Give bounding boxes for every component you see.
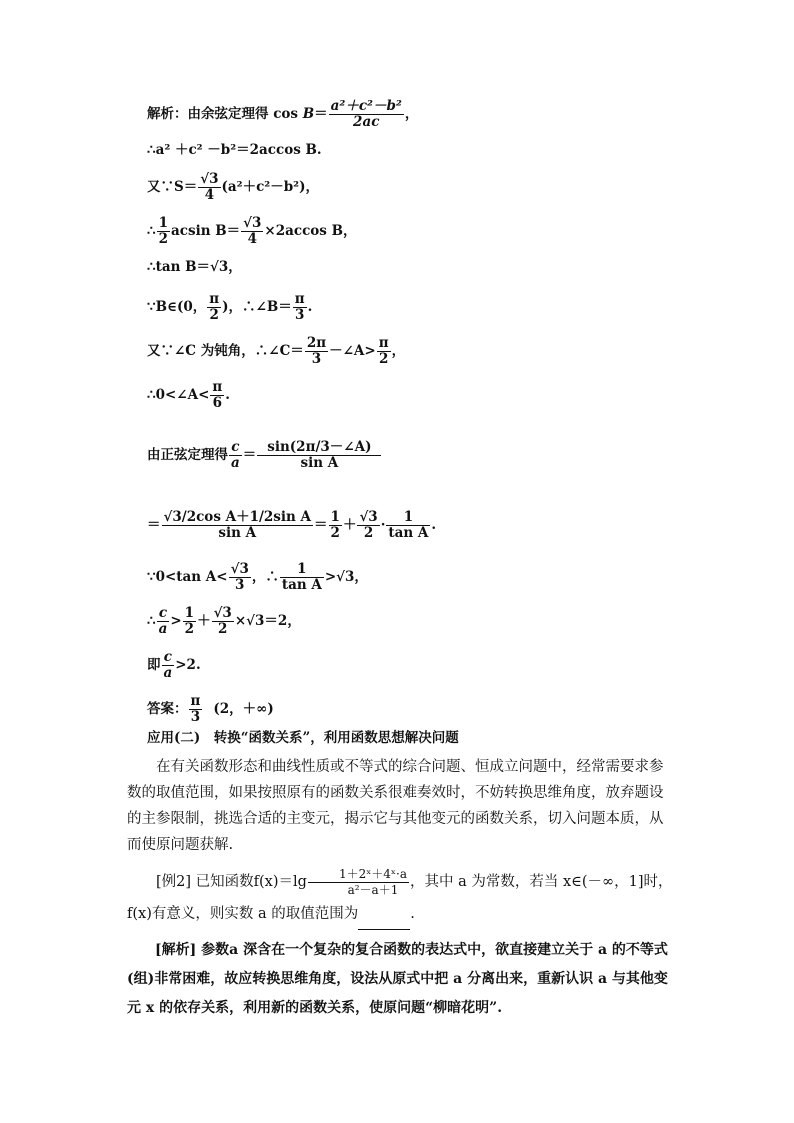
section-heading: 应用(二) 转换“函数关系”，利用函数思想解决问题 <box>147 730 459 746</box>
numerator: c <box>162 650 175 666</box>
denominator: 3 <box>235 577 245 593</box>
text: > <box>170 613 182 629</box>
fraction <box>377 336 391 367</box>
text: ＋ <box>197 613 211 629</box>
solution-line-11 <box>147 562 368 593</box>
denominator: 2 <box>184 621 195 637</box>
fraction <box>329 99 404 130</box>
solution-line-7 <box>147 336 405 367</box>
analysis <box>127 936 675 1023</box>
text: B <box>302 106 315 122</box>
fraction <box>157 216 170 247</box>
fraction <box>280 562 324 593</box>
text: ∴tan B＝√3， <box>147 259 242 275</box>
numerator: 1 <box>386 510 430 526</box>
solution-line-12 <box>147 606 301 637</box>
solution-line-4 <box>147 216 357 247</box>
example-2 <box>127 866 675 930</box>
fraction <box>212 606 234 637</box>
numerator: π <box>212 379 223 395</box>
fraction <box>308 867 409 898</box>
denominator: 3 <box>190 709 201 725</box>
fraction <box>162 650 175 681</box>
denominator: a²－a＋1 <box>347 882 399 897</box>
text: ＝ <box>314 517 328 533</box>
text: 又∵∠C 为钝角，∴∠C＝ <box>147 343 304 359</box>
text: 由正弦定理得 <box>147 447 228 463</box>
numerator: c <box>229 440 242 456</box>
answer-value: (2，＋∞) <box>213 701 274 717</box>
text: ∴a² ＋c² －b²＝2accos B. <box>147 142 322 158</box>
numerator: 1＋2ˣ＋4ˣ·a <box>308 867 409 883</box>
denominator: 6 <box>212 395 223 411</box>
numerator: 1 <box>330 509 340 525</box>
text: －∠A> <box>329 343 376 359</box>
fraction <box>210 380 224 411</box>
denominator: sin A <box>218 525 257 541</box>
fraction <box>257 440 381 471</box>
text: 解析：由余弦定理得 cos <box>147 106 303 122</box>
numerator: π <box>294 291 305 307</box>
text: . <box>307 299 313 315</box>
denominator: 4 <box>204 187 215 203</box>
text: ＝ <box>147 517 161 533</box>
denominator: a <box>163 665 173 681</box>
example-text-1: 已知函数f(x)＝lg <box>195 874 307 890</box>
text: acsin B＝ <box>171 223 241 239</box>
solution-line-3 <box>147 172 319 203</box>
fraction <box>189 694 203 725</box>
fraction <box>183 606 196 637</box>
denominator: 3 <box>295 307 305 323</box>
text: 即 <box>147 657 161 673</box>
solution-line-6 <box>147 292 312 323</box>
text: . <box>431 517 437 533</box>
denominator: 2 <box>378 351 389 367</box>
text: . <box>225 387 230 403</box>
denominator: 2 <box>330 525 340 541</box>
text: ＝ <box>242 447 257 463</box>
solution-line-13 <box>147 650 201 681</box>
solution-line-10 <box>147 510 436 541</box>
text: ， <box>391 343 406 359</box>
analysis-label: [解析] <box>155 942 197 958</box>
numerator: sin(2π/3－∠A) <box>257 440 381 456</box>
text: ∵0<tan A< <box>147 569 228 585</box>
numerator: 1 <box>280 562 324 578</box>
fraction <box>198 172 220 203</box>
denominator: a <box>158 621 168 637</box>
numerator: √3 <box>200 171 219 187</box>
solution-line-1 <box>147 99 418 130</box>
fraction <box>207 292 221 323</box>
numerator: √3 <box>230 561 249 577</box>
text: 又∵S＝ <box>147 179 198 195</box>
denominator: 2 <box>363 525 374 541</box>
fraction <box>357 510 379 541</box>
numerator: √3/2cos A＋1/2sin A <box>163 509 312 525</box>
denominator: 4 <box>247 231 257 247</box>
numerator: a²＋c²－b² <box>330 98 402 114</box>
denominator: sin A <box>300 455 339 471</box>
text: ∴ <box>147 613 156 629</box>
denominator: 3 <box>311 351 322 367</box>
text: ∵B∈(0， <box>147 299 207 315</box>
text: . <box>410 906 415 922</box>
text: ＝ <box>314 106 328 122</box>
numerator: π <box>190 693 201 709</box>
fraction <box>241 216 263 247</box>
fraction <box>157 606 170 637</box>
example-label: [例2] <box>156 874 192 890</box>
answer-label: 答案： <box>147 701 188 717</box>
answer-line <box>147 694 274 725</box>
numerator: c <box>157 606 170 622</box>
text: >√3， <box>324 569 368 585</box>
denominator: tan A <box>388 525 429 541</box>
numerator: √3 <box>213 605 232 621</box>
text: ∴0<∠A< <box>147 387 210 403</box>
numerator: π <box>209 291 220 307</box>
text: >2. <box>175 657 201 673</box>
analysis-text: 参数a 深含在一个复杂的复合函数的表达式中，欲直接建立关于 a 的不等式(组)非常困难，故应转换思维角度，设法从原式中把 a 分离出来，重新认识 a 与其他变元 x 的依存关系，利用新的函数关系，使原问题“柳暗花明”. <box>127 942 668 1016</box>
text: ×√3＝2， <box>234 613 301 629</box>
text: ， <box>404 106 419 122</box>
numerator: 2π <box>306 335 327 351</box>
numerator: √3 <box>243 215 262 231</box>
denominator: 2 <box>158 231 168 247</box>
solution-line-2 <box>147 142 322 158</box>
fraction <box>305 336 328 367</box>
denominator: a <box>231 455 240 471</box>
numerator: 1 <box>184 605 195 621</box>
example-text-2: ，其中 a 为常数，若当 x∈(－∞，1]时，f(x)有意义，则实数 a 的取值范围为 <box>127 874 673 922</box>
solution-line-9 <box>147 440 382 471</box>
text: ∴ <box>147 223 156 239</box>
denominator: 2ac <box>353 114 380 130</box>
fraction <box>329 510 342 541</box>
numerator: √3 <box>359 509 378 525</box>
text: ×2accos B， <box>264 223 357 239</box>
fraction <box>293 292 307 323</box>
section-paragraph: 在有关函数形态和曲线性质或不等式的综合问题、恒成立问题中，经常需要求参数的取值范围，如果按照原有的函数关系很难奏效时，不妨转换思维角度，放弃题设的主参限制，挑选合适的主变元，揭示它与其他变元的函数关系，切入问题本质，从而使原问题获解. <box>127 759 664 853</box>
text: · <box>380 517 386 533</box>
solution-line-8 <box>147 380 230 411</box>
text: ，∴ <box>251 569 279 585</box>
denominator: tan A <box>281 577 322 593</box>
fraction <box>386 510 430 541</box>
fraction <box>229 562 251 593</box>
answer-blank <box>358 915 410 930</box>
text: )，∴∠B＝ <box>222 299 292 315</box>
text: ＋ <box>342 517 357 533</box>
solution-line-5 <box>147 259 242 275</box>
denominator: 2 <box>218 621 228 637</box>
text: (a²＋c²－b²)， <box>221 179 319 195</box>
fraction <box>162 510 314 541</box>
numerator: π <box>378 335 389 351</box>
denominator: 2 <box>209 307 219 323</box>
numerator: 1 <box>158 215 168 231</box>
fraction <box>229 440 242 471</box>
